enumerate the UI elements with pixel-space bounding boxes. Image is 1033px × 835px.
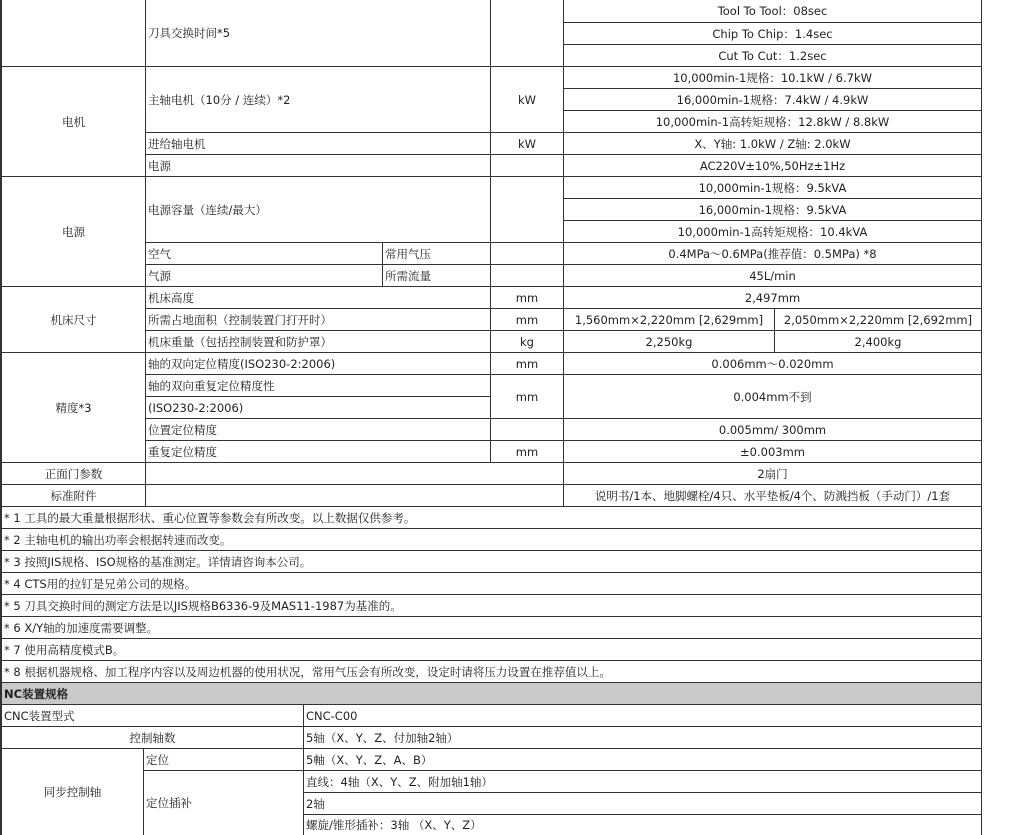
dimensions-group-label: 机床尺寸 bbox=[1, 287, 146, 353]
bi-positioning-unit: mm bbox=[491, 353, 564, 375]
footnote: * 2 主轴电机的输出功率会根据转速而改变。 bbox=[1, 529, 982, 551]
spindle-motor-value: 10,000min-1规格：10.1kW / 6.7kW bbox=[564, 67, 982, 89]
nc-section-header: NC装置规格 bbox=[1, 683, 982, 705]
repeatability-label: 重复定位精度 bbox=[146, 441, 491, 463]
positioning-axes-label: 定位 bbox=[144, 749, 304, 771]
cnc-model-label: CNC装置型式 bbox=[1, 705, 304, 727]
bi-positioning-value: 0.006mm～0.020mm bbox=[564, 353, 982, 375]
front-door-label: 正面门参数 bbox=[1, 463, 146, 485]
positioning-axes-value: 5軸（X、Y、Z、A、B） bbox=[304, 749, 982, 771]
air-source-label: 气源 bbox=[146, 265, 383, 287]
interpolation-value: 2轴 bbox=[304, 793, 982, 815]
feed-motor-label: 进给轴电机 bbox=[146, 133, 491, 155]
weight-label: 机床重量（包括控制装置和防护罩） bbox=[146, 331, 491, 353]
motor-power-value: AC220V±10%,50Hz±1Hz bbox=[564, 155, 982, 177]
sync-axes-group-label: 同步控制轴 bbox=[1, 749, 144, 835]
spindle-motor-value: 10,000min-1高转矩规格：12.8kW / 8.8kW bbox=[564, 111, 982, 133]
footnote: * 3 按照JIS规格、ISO规格的基准测定。详情请咨询本公司。 bbox=[1, 551, 982, 573]
bi-repeatability-label-2: (ISO230-2:2006) bbox=[146, 397, 491, 419]
control-axes-label: 控制轴数 bbox=[1, 727, 304, 749]
footnote: * 1 工具的最大重量根据形状、重心位置等参数会有所改变。以上数据仅供参考。 bbox=[1, 507, 982, 529]
bi-repeatability-unit: mm bbox=[491, 375, 564, 419]
tool-change-value: Tool To Tool：08sec bbox=[564, 0, 982, 23]
empty-cell bbox=[146, 485, 564, 507]
motor-power-label: 电源 bbox=[146, 155, 491, 177]
air-label: 空气 bbox=[146, 243, 383, 265]
tool-change-value: Cut To Cut：1.2sec bbox=[564, 45, 982, 67]
positioning-value: 0.005mm/ 300mm bbox=[564, 419, 982, 441]
power-capacity-value: 16,000min-1规格：9.5kVA bbox=[564, 199, 982, 221]
height-unit: mm bbox=[491, 287, 564, 309]
height-value: 2,497mm bbox=[564, 287, 982, 309]
spindle-motor-value: 16,000min-1规格：7.4kW / 4.9kW bbox=[564, 89, 982, 111]
air-value: 0.4MPa～0.6MPa(推荐值：0.5MPa) *8 bbox=[564, 243, 982, 265]
front-door-value: 2扇门 bbox=[564, 463, 982, 485]
unit-cell-empty bbox=[491, 177, 564, 243]
weight-value: 2,250kg bbox=[564, 331, 775, 353]
footnote: * 6 X/Y轴的加速度需要调整。 bbox=[1, 617, 982, 639]
power-group-label: 电源 bbox=[1, 177, 146, 287]
weight-unit: kg bbox=[491, 331, 564, 353]
floor-space-unit: mm bbox=[491, 309, 564, 331]
power-capacity-label: 电源容量（连续/最大） bbox=[146, 177, 491, 243]
bi-positioning-label: 轴的双向定位精度(ISO230-2:2006) bbox=[146, 353, 491, 375]
floor-space-value: 1,560mm×2,220mm [2,629mm] bbox=[564, 309, 775, 331]
repeatability-value: ±0.003mm bbox=[564, 441, 982, 463]
unit-cell-empty bbox=[491, 243, 564, 265]
air-source-value: 45L/min bbox=[564, 265, 982, 287]
tool-change-label: 刀具交换时间*5 bbox=[146, 0, 491, 67]
unit-cell-empty bbox=[491, 419, 564, 441]
footnote: * 8 根据机器规格、加工程序内容以及周边机器的使用状况，常用气压会有所改变，设定时请将压力设置在推荐值以上。 bbox=[1, 661, 982, 683]
unit-cell-empty bbox=[491, 265, 564, 287]
footnote: * 5 刀具交换时间的测定方法是以JIS规格B6336-9及MAS11-1987为基准的。 bbox=[1, 595, 982, 617]
weight-value: 2,400kg bbox=[775, 331, 982, 353]
accessories-value: 说明书/1本、地脚螺栓/4只、水平垫板/4个、防溅挡板（手动门）/1套 bbox=[564, 485, 982, 507]
interpolation-value: 直线：4轴（X、Y、Z、附加轴1轴） bbox=[304, 771, 982, 793]
bi-repeatability-value: 0.004mm不到 bbox=[564, 375, 982, 419]
feed-motor-unit: kW bbox=[491, 133, 564, 155]
spindle-motor-unit: kW bbox=[491, 67, 564, 133]
motor-group-label: 电机 bbox=[1, 67, 146, 177]
air-sub-label: 常用气压 bbox=[383, 243, 491, 265]
tool-change-value: Chip To Chip：1.4sec bbox=[564, 23, 982, 45]
air-source-sub-label: 所需流量 bbox=[383, 265, 491, 287]
footnote: * 7 使用高精度模式B。 bbox=[1, 639, 982, 661]
feed-motor-value: X、Y轴: 1.0kW / Z轴: 2.0kW bbox=[564, 133, 982, 155]
interpolation-value: 螺旋/锥形插补：3轴 （X、Y、Z） bbox=[304, 815, 982, 835]
positioning-label: 位置定位精度 bbox=[146, 419, 491, 441]
unit-cell-empty bbox=[491, 0, 564, 67]
empty-cell bbox=[146, 463, 564, 485]
height-label: 机床高度 bbox=[146, 287, 491, 309]
interpolation-label: 定位插补 bbox=[144, 771, 304, 835]
floor-space-label: 所需占地面积（控制装置门打开时） bbox=[146, 309, 491, 331]
control-axes-value: 5轴（X、Y、Z、付加轴2轴） bbox=[304, 727, 982, 749]
accuracy-group-label: 精度*3 bbox=[1, 353, 146, 463]
footnote: * 4 CTS用的拉钉是兄弟公司的规格。 bbox=[1, 573, 982, 595]
cnc-model-value: CNC-C00 bbox=[304, 705, 982, 727]
unit-cell-empty bbox=[491, 155, 564, 177]
repeatability-unit: mm bbox=[491, 441, 564, 463]
power-capacity-value: 10,000min-1高转矩规格：10.4kVA bbox=[564, 221, 982, 243]
bi-repeatability-label: 轴的双向重复定位精度性 bbox=[146, 375, 491, 397]
power-capacity-value: 10,000min-1规格：9.5kVA bbox=[564, 177, 982, 199]
accessories-label: 标准附件 bbox=[1, 485, 146, 507]
floor-space-value: 2,050mm×2,220mm [2,692mm] bbox=[775, 309, 982, 331]
group-cell-empty bbox=[1, 0, 146, 67]
spindle-motor-label: 主轴电机（10分 / 连续）*2 bbox=[146, 67, 491, 133]
